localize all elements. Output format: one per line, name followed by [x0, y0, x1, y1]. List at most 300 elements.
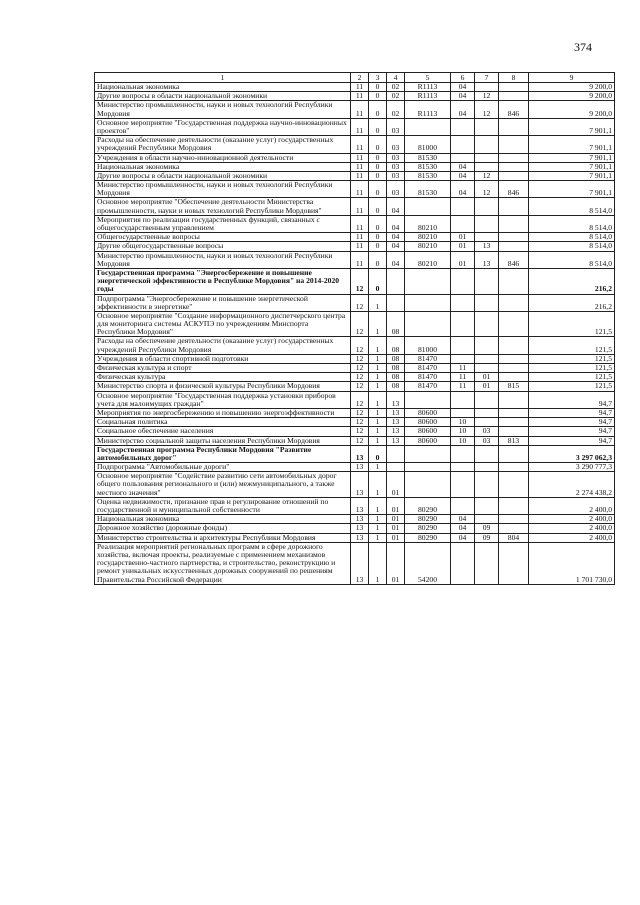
row-amount: 2 400,0: [529, 533, 615, 542]
code-col-6: [451, 391, 475, 408]
row-name: Физическая культура и спорт: [95, 364, 351, 373]
code-col-5: [405, 118, 451, 135]
table-row: [95, 268, 615, 294]
code-col-8: [499, 153, 529, 162]
row-name: Мероприятия по реализации государственных функций, связанных с общегосударственным управлением: [95, 215, 351, 232]
table-row: [95, 497, 615, 514]
code-col-5: [405, 472, 451, 498]
table-row: [95, 427, 615, 436]
row-amount: 2 400,0: [529, 515, 615, 524]
code-col-8: 846: [499, 251, 529, 268]
code-col-4: 01: [387, 533, 405, 542]
code-col-4: 02: [387, 101, 405, 118]
code-col-8: [499, 373, 529, 382]
table-row: [95, 533, 615, 542]
code-col-3: 0: [369, 153, 387, 162]
code-col-2: 12: [351, 311, 369, 337]
code-col-7: [475, 233, 499, 242]
code-col-2: 11: [351, 251, 369, 268]
table-row: [95, 294, 615, 311]
code-col-4: 08: [387, 311, 405, 337]
code-col-3: 0: [369, 198, 387, 215]
row-name: Реализация мероприятий региональных программ в сфере дорожного хозяйства, включая проекты, реализуемые с применением механизмов государственно-частного партнерства, и строительство, реконструкцию и ремонт уникальных искусственных дорожных сооружений по решениям Правительства Российской Федерации: [95, 542, 351, 584]
code-col-2: 11: [351, 162, 369, 171]
code-col-3: 0: [369, 171, 387, 180]
row-amount: 9 200,0: [529, 101, 615, 118]
table-row: [95, 162, 615, 171]
code-col-3: 0: [369, 215, 387, 232]
table-body: [95, 83, 615, 585]
header-cell: 8: [499, 73, 529, 83]
code-col-2: 13: [351, 472, 369, 498]
table-row: [95, 391, 615, 408]
row-amount: 8 514,0: [529, 242, 615, 251]
code-col-5: 80210: [405, 215, 451, 232]
code-col-4: 01: [387, 497, 405, 514]
code-col-3: 0: [369, 233, 387, 242]
row-amount: 7 901,1: [529, 118, 615, 135]
code-col-3: 1: [369, 364, 387, 373]
code-col-2: 11: [351, 242, 369, 251]
code-col-3: 0: [369, 92, 387, 101]
code-col-8: [499, 136, 529, 153]
code-col-5: [405, 445, 451, 462]
code-col-7: [475, 294, 499, 311]
code-col-6: [451, 311, 475, 337]
row-name: Подпрограмма "Автомобильные дороги": [95, 463, 351, 472]
code-col-6: 04: [451, 515, 475, 524]
code-col-7: [475, 153, 499, 162]
table-row: [95, 101, 615, 118]
code-col-8: [499, 354, 529, 363]
code-col-6: [451, 408, 475, 417]
code-col-4: [387, 445, 405, 462]
code-col-8: [499, 92, 529, 101]
code-col-2: 13: [351, 542, 369, 584]
row-amount: 1 701 730,0: [529, 542, 615, 584]
code-col-5: 81530: [405, 162, 451, 171]
code-col-6: 10: [451, 436, 475, 445]
row-name: Министерство спорта и физической культуры Республики Мордовия: [95, 382, 351, 391]
code-col-7: [475, 136, 499, 153]
code-col-4: 13: [387, 408, 405, 417]
code-col-3: 1: [369, 354, 387, 363]
code-col-6: [451, 198, 475, 215]
row-name: Основное мероприятие "Обеспечение деятельности Министерства промышленности, науки и новых технологий Республики Мордовия": [95, 198, 351, 215]
code-col-5: 80290: [405, 533, 451, 542]
code-col-6: [451, 337, 475, 354]
code-col-3: 1: [369, 418, 387, 427]
code-col-7: [475, 418, 499, 427]
code-col-5: R1113: [405, 101, 451, 118]
row-name: Государственная программа Республики Мордовия "Развитие автомобильных дорог": [95, 445, 351, 462]
header-cell: 3: [369, 73, 387, 83]
code-col-4: 13: [387, 391, 405, 408]
table-row: [95, 118, 615, 135]
row-amount: 121,5: [529, 373, 615, 382]
table-row: [95, 418, 615, 427]
code-col-8: [499, 162, 529, 171]
table-row: [95, 364, 615, 373]
code-col-8: [499, 472, 529, 498]
row-name: Другие вопросы в области национальной экономики: [95, 92, 351, 101]
code-col-6: 04: [451, 524, 475, 533]
row-name: Дорожное хозяйство (дорожные фонды): [95, 524, 351, 533]
code-col-4: 03: [387, 171, 405, 180]
table-row: [95, 83, 615, 92]
row-name: Мероприятия по энергосбережению и повышению энергоэффективности: [95, 408, 351, 417]
table-row: [95, 92, 615, 101]
row-amount: 94,7: [529, 408, 615, 417]
table-row: [95, 542, 615, 584]
row-name: Другие общегосударственные вопросы: [95, 242, 351, 251]
table-row: [95, 136, 615, 153]
code-col-6: [451, 118, 475, 135]
code-col-5: 80600: [405, 436, 451, 445]
row-amount: 216,2: [529, 268, 615, 294]
code-col-4: 02: [387, 92, 405, 101]
row-name: Учреждения в области спортивной подготовки: [95, 354, 351, 363]
code-col-7: 12: [475, 92, 499, 101]
code-col-6: 11: [451, 364, 475, 373]
code-col-4: 08: [387, 364, 405, 373]
row-name: Другие вопросы в области национальной экономики: [95, 171, 351, 180]
code-col-6: 01: [451, 242, 475, 251]
code-col-2: 12: [351, 354, 369, 363]
row-amount: 8 514,0: [529, 233, 615, 242]
row-amount: 8 514,0: [529, 198, 615, 215]
code-col-6: 11: [451, 373, 475, 382]
code-col-3: 1: [369, 311, 387, 337]
code-col-2: 12: [351, 391, 369, 408]
row-name: Основное мероприятие "Государственная поддержка научно-инновационных проектов": [95, 118, 351, 135]
code-col-8: 846: [499, 101, 529, 118]
code-col-8: [499, 463, 529, 472]
code-col-7: [475, 391, 499, 408]
code-col-2: 13: [351, 445, 369, 462]
code-col-6: 04: [451, 92, 475, 101]
code-col-2: 12: [351, 337, 369, 354]
row-name: Подпрограмма "Энергосбережение и повышение энергетической эффективности в энергетике": [95, 294, 351, 311]
table-row: [95, 463, 615, 472]
code-col-4: 08: [387, 354, 405, 363]
table-row: [95, 515, 615, 524]
code-col-3: 0: [369, 136, 387, 153]
row-amount: 121,5: [529, 382, 615, 391]
code-col-6: 04: [451, 83, 475, 92]
code-col-4: 03: [387, 153, 405, 162]
table-header-row: [95, 73, 615, 83]
row-name: Министерство промышленности, науки и новых технологий Республики Мордовия: [95, 251, 351, 268]
table-row: [95, 181, 615, 198]
code-col-2: 13: [351, 533, 369, 542]
row-amount: 3 290 777,3: [529, 463, 615, 472]
code-col-4: 04: [387, 251, 405, 268]
code-col-6: [451, 215, 475, 232]
code-col-3: 1: [369, 373, 387, 382]
code-col-8: [499, 497, 529, 514]
code-col-2: 12: [351, 436, 369, 445]
code-col-5: R1113: [405, 92, 451, 101]
code-col-2: 12: [351, 418, 369, 427]
code-col-6: [451, 153, 475, 162]
code-col-6: 04: [451, 533, 475, 542]
code-col-7: 12: [475, 101, 499, 118]
code-col-6: [451, 542, 475, 584]
code-col-3: 0: [369, 445, 387, 462]
code-col-3: 0: [369, 181, 387, 198]
row-amount: 121,5: [529, 311, 615, 337]
code-col-5: 81470: [405, 382, 451, 391]
code-col-2: 12: [351, 382, 369, 391]
code-col-5: 80600: [405, 418, 451, 427]
code-col-4: 08: [387, 337, 405, 354]
row-name: Оценка недвижимости, признание прав и регулирование отношений по государственной и муниципальной собственности: [95, 497, 351, 514]
row-name: Министерство строительства и архитектуры Республики Мордовия: [95, 533, 351, 542]
row-amount: 7 901,1: [529, 181, 615, 198]
row-amount: 7 901,1: [529, 171, 615, 180]
row-name: Расходы на обеспечение деятельности (оказание услуг) государственных учреждений Республики Мордовия: [95, 337, 351, 354]
row-name: Социальное обеспечение населения: [95, 427, 351, 436]
code-col-7: [475, 83, 499, 92]
code-col-6: 10: [451, 427, 475, 436]
table-row: [95, 382, 615, 391]
code-col-3: 1: [369, 515, 387, 524]
code-col-3: 1: [369, 337, 387, 354]
row-amount: 8 514,0: [529, 215, 615, 232]
code-col-3: 0: [369, 162, 387, 171]
row-amount: 94,7: [529, 427, 615, 436]
code-col-4: 04: [387, 233, 405, 242]
code-col-6: 04: [451, 101, 475, 118]
code-col-2: 11: [351, 83, 369, 92]
code-col-2: 11: [351, 181, 369, 198]
code-col-5: [405, 311, 451, 337]
code-col-8: [499, 391, 529, 408]
header-cell: 7: [475, 73, 499, 83]
code-col-8: 813: [499, 436, 529, 445]
code-col-7: [475, 311, 499, 337]
header-cell: 6: [451, 73, 475, 83]
code-col-7: 03: [475, 436, 499, 445]
row-amount: 2 400,0: [529, 497, 615, 514]
table-row: [95, 233, 615, 242]
code-col-5: 81530: [405, 171, 451, 180]
table-row: [95, 445, 615, 462]
code-col-5: [405, 294, 451, 311]
code-col-7: [475, 162, 499, 171]
code-col-8: [499, 171, 529, 180]
code-col-7: [475, 354, 499, 363]
row-name: Государственная программа "Энергосбережение и повышение энергетической эффективности в Республике Мордовия" на 2014-2020 годы: [95, 268, 351, 294]
row-name: Министерство социальной защиты населения Республики Мордовия: [95, 436, 351, 445]
code-col-6: [451, 294, 475, 311]
code-col-4: 01: [387, 472, 405, 498]
code-col-7: [475, 118, 499, 135]
code-col-3: 0: [369, 83, 387, 92]
code-col-6: 01: [451, 251, 475, 268]
row-name: Общегосударственные вопросы: [95, 233, 351, 242]
code-col-3: 1: [369, 533, 387, 542]
row-amount: 121,5: [529, 364, 615, 373]
code-col-7: 13: [475, 251, 499, 268]
code-col-6: [451, 463, 475, 472]
code-col-2: 11: [351, 233, 369, 242]
code-col-7: 13: [475, 242, 499, 251]
code-col-4: 01: [387, 524, 405, 533]
code-col-2: 12: [351, 373, 369, 382]
code-col-6: 04: [451, 171, 475, 180]
code-col-8: [499, 311, 529, 337]
row-amount: 7 901,1: [529, 153, 615, 162]
code-col-4: 03: [387, 162, 405, 171]
table-row: [95, 408, 615, 417]
code-col-5: 81470: [405, 373, 451, 382]
code-col-4: 08: [387, 373, 405, 382]
code-col-5: 80290: [405, 515, 451, 524]
code-col-8: [499, 542, 529, 584]
code-col-5: [405, 268, 451, 294]
code-col-7: [475, 408, 499, 417]
code-col-7: 12: [475, 181, 499, 198]
code-col-8: [499, 445, 529, 462]
code-col-8: [499, 198, 529, 215]
code-col-7: 09: [475, 533, 499, 542]
row-amount: 121,5: [529, 354, 615, 363]
row-name: Национальная экономика: [95, 515, 351, 524]
code-col-3: 1: [369, 382, 387, 391]
header-cell: 1: [95, 73, 351, 83]
table-row: [95, 251, 615, 268]
row-name: Основное мероприятие "Создание информационного диспетчерского центра для мониторинга системы АСКУПЭ по учреждениям Минспорта Республики Мордовия": [95, 311, 351, 337]
code-col-5: 54200: [405, 542, 451, 584]
code-col-4: 01: [387, 542, 405, 584]
code-col-3: 1: [369, 524, 387, 533]
code-col-4: 08: [387, 382, 405, 391]
code-col-2: 11: [351, 198, 369, 215]
row-amount: 2 274 438,2: [529, 472, 615, 498]
page-number: 374: [574, 40, 592, 54]
code-col-3: 0: [369, 242, 387, 251]
code-col-4: [387, 294, 405, 311]
header-cell: 4: [387, 73, 405, 83]
code-col-4: 04: [387, 242, 405, 251]
table-row: [95, 337, 615, 354]
row-name: Социальная политика: [95, 418, 351, 427]
code-col-7: 09: [475, 524, 499, 533]
code-col-3: 1: [369, 436, 387, 445]
header-cell: 2: [351, 73, 369, 83]
row-name: Национальная экономика: [95, 162, 351, 171]
code-col-5: [405, 391, 451, 408]
row-amount: 2 400,0: [529, 524, 615, 533]
code-col-3: 1: [369, 472, 387, 498]
code-col-7: [475, 463, 499, 472]
code-col-3: 0: [369, 101, 387, 118]
row-amount: 7 901,1: [529, 162, 615, 171]
code-col-2: 11: [351, 101, 369, 118]
row-amount: 9 200,0: [529, 83, 615, 92]
code-col-6: [451, 472, 475, 498]
code-col-8: [499, 418, 529, 427]
code-col-3: 1: [369, 463, 387, 472]
code-col-7: [475, 337, 499, 354]
code-col-4: 02: [387, 83, 405, 92]
code-col-2: 11: [351, 92, 369, 101]
code-col-4: 03: [387, 118, 405, 135]
table-row: [95, 373, 615, 382]
code-col-6: 10: [451, 418, 475, 427]
table-row: [95, 311, 615, 337]
table-row: [95, 171, 615, 180]
code-col-5: 80210: [405, 242, 451, 251]
code-col-6: 01: [451, 233, 475, 242]
code-col-8: [499, 524, 529, 533]
code-col-8: [499, 118, 529, 135]
code-col-2: 13: [351, 463, 369, 472]
code-col-5: 80600: [405, 408, 451, 417]
code-col-8: [499, 337, 529, 354]
code-col-4: 04: [387, 215, 405, 232]
code-col-8: [499, 515, 529, 524]
table-row: [95, 354, 615, 363]
table-row: [95, 436, 615, 445]
code-col-4: 04: [387, 198, 405, 215]
code-col-2: 12: [351, 364, 369, 373]
code-col-4: 03: [387, 181, 405, 198]
code-col-5: 80290: [405, 497, 451, 514]
code-col-2: 12: [351, 427, 369, 436]
code-col-8: [499, 294, 529, 311]
code-col-2: 13: [351, 515, 369, 524]
budget-table: [94, 72, 615, 585]
code-col-7: 01: [475, 382, 499, 391]
code-col-2: 11: [351, 153, 369, 162]
code-col-4: [387, 463, 405, 472]
row-amount: 3 297 062,3: [529, 445, 615, 462]
code-col-2: 11: [351, 118, 369, 135]
code-col-8: 846: [499, 181, 529, 198]
row-name: Министерство промышленности, науки и новых технологий Республики Мордовия: [95, 181, 351, 198]
row-name: Министерство промышленности, науки и новых технологий Республики Мордовия: [95, 101, 351, 118]
code-col-2: 11: [351, 171, 369, 180]
code-col-8: [499, 233, 529, 242]
code-col-7: 12: [475, 171, 499, 180]
code-col-4: [387, 268, 405, 294]
table-row: [95, 215, 615, 232]
row-amount: 216,2: [529, 294, 615, 311]
code-col-3: 0: [369, 268, 387, 294]
code-col-6: [451, 497, 475, 514]
row-amount: 7 901,1: [529, 136, 615, 153]
code-col-7: [475, 497, 499, 514]
row-amount: 121,5: [529, 337, 615, 354]
code-col-8: 804: [499, 533, 529, 542]
code-col-5: 81530: [405, 181, 451, 198]
code-col-3: 1: [369, 542, 387, 584]
code-col-3: 0: [369, 251, 387, 268]
code-col-5: [405, 198, 451, 215]
code-col-8: [499, 427, 529, 436]
code-col-2: 11: [351, 136, 369, 153]
header-cell: 9: [529, 73, 615, 83]
code-col-6: [451, 136, 475, 153]
code-col-7: [475, 445, 499, 462]
table-row: [95, 153, 615, 162]
code-col-5: [405, 463, 451, 472]
code-col-6: [451, 354, 475, 363]
code-col-5: 81470: [405, 364, 451, 373]
